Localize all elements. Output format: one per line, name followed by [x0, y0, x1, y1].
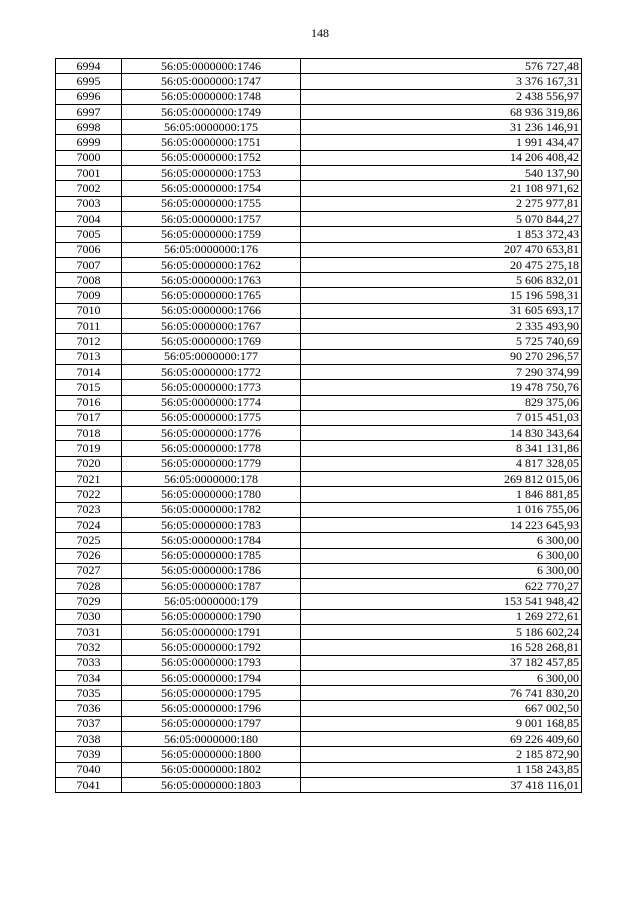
row-number-cell: 7009: [56, 288, 122, 303]
table-row: [56, 548, 582, 563]
value-cell: 69 226 409,60: [301, 732, 582, 747]
value-cell: 269 812 015,06: [301, 472, 582, 487]
table-row: [56, 181, 582, 196]
value-cell: 7 290 374,99: [301, 364, 582, 379]
value-cell: 6 300,00: [301, 548, 582, 563]
row-number-cell: 6995: [56, 74, 122, 89]
table-row: [56, 701, 582, 716]
value-cell: 19 478 750,76: [301, 380, 582, 395]
value-cell: 1 991 434,47: [301, 135, 582, 150]
cadastral-number-cell: 56:05:0000000:1769: [122, 334, 301, 349]
row-number-cell: 7016: [56, 395, 122, 410]
row-number-cell: 7030: [56, 609, 122, 624]
table-row: [56, 747, 582, 762]
table-row: [56, 456, 582, 471]
table-row: [56, 563, 582, 578]
value-cell: 76 741 830,20: [301, 686, 582, 701]
table-row: [56, 273, 582, 288]
cadastral-number-cell: 56:05:0000000:1757: [122, 211, 301, 226]
cadastral-number-cell: 56:05:0000000:1766: [122, 303, 301, 318]
table-row: [56, 135, 582, 150]
table-row: [56, 211, 582, 226]
value-cell: 31 605 693,17: [301, 303, 582, 318]
cadastral-number-cell: 56:05:0000000:1800: [122, 747, 301, 762]
value-cell: 2 185 872,90: [301, 747, 582, 762]
row-number-cell: 7032: [56, 640, 122, 655]
row-number-cell: 7000: [56, 150, 122, 165]
value-cell: 31 236 146,91: [301, 120, 582, 135]
row-number-cell: 7011: [56, 319, 122, 334]
table-row: [56, 319, 582, 334]
cadastral-number-cell: 56:05:0000000:1778: [122, 441, 301, 456]
cadastral-number-cell: 56:05:0000000:1790: [122, 609, 301, 624]
row-number-cell: 7039: [56, 747, 122, 762]
row-number-cell: 7019: [56, 441, 122, 456]
cadastral-number-cell: 56:05:0000000:1796: [122, 701, 301, 716]
table-row: [56, 395, 582, 410]
cadastral-number-cell: 56:05:0000000:1784: [122, 533, 301, 548]
row-number-cell: 7036: [56, 701, 122, 716]
row-number-cell: 6996: [56, 89, 122, 104]
cadastral-number-cell: 56:05:0000000:1780: [122, 487, 301, 502]
cadastral-number-cell: 56:05:0000000:179: [122, 594, 301, 609]
value-cell: 540 137,90: [301, 166, 582, 181]
row-number-cell: 7025: [56, 533, 122, 548]
cadastral-number-cell: 56:05:0000000:1795: [122, 686, 301, 701]
row-number-cell: 7013: [56, 349, 122, 364]
value-cell: 2 275 977,81: [301, 196, 582, 211]
cadastral-number-cell: 56:05:0000000:1763: [122, 273, 301, 288]
cadastral-number-cell: 56:05:0000000:1746: [122, 59, 301, 74]
cadastral-number-cell: 56:05:0000000:1783: [122, 517, 301, 532]
row-number-cell: 7022: [56, 487, 122, 502]
table-row: [56, 640, 582, 655]
cadastral-number-cell: 56:05:0000000:1752: [122, 150, 301, 165]
row-number-cell: 6997: [56, 104, 122, 119]
table-row: [56, 609, 582, 624]
value-cell: 2 438 556,97: [301, 89, 582, 104]
table-row: [56, 349, 582, 364]
row-number-cell: 6998: [56, 120, 122, 135]
cadastral-number-cell: 56:05:0000000:1802: [122, 762, 301, 777]
cadastral-number-cell: 56:05:0000000:177: [122, 349, 301, 364]
table-row: [56, 196, 582, 211]
row-number-cell: 7034: [56, 670, 122, 685]
row-number-cell: 7026: [56, 548, 122, 563]
value-cell: 6 300,00: [301, 563, 582, 578]
cadastral-number-cell: 56:05:0000000:1786: [122, 563, 301, 578]
table-row: [56, 166, 582, 181]
table-row: [56, 426, 582, 441]
row-number-cell: 7018: [56, 426, 122, 441]
value-cell: 576 727,48: [301, 59, 582, 74]
table-row: [56, 120, 582, 135]
value-cell: 14 206 408,42: [301, 150, 582, 165]
cadastral-number-cell: 56:05:0000000:1767: [122, 319, 301, 334]
value-cell: 5 070 844,27: [301, 211, 582, 226]
value-cell: 20 475 275,18: [301, 257, 582, 272]
cadastral-value-table: [55, 58, 582, 793]
row-number-cell: 7008: [56, 273, 122, 288]
row-number-cell: 7014: [56, 364, 122, 379]
cadastral-number-cell: 56:05:0000000:1772: [122, 364, 301, 379]
table-row: [56, 150, 582, 165]
table-row: [56, 303, 582, 318]
cadastral-number-cell: 56:05:0000000:1779: [122, 456, 301, 471]
cadastral-number-cell: 56:05:0000000:1793: [122, 655, 301, 670]
row-number-cell: 7001: [56, 166, 122, 181]
cadastral-number-cell: 56:05:0000000:1747: [122, 74, 301, 89]
table-row: [56, 59, 582, 74]
value-cell: 16 528 268,81: [301, 640, 582, 655]
table-row: [56, 686, 582, 701]
value-cell: 153 541 948,42: [301, 594, 582, 609]
value-cell: 9 001 168,85: [301, 716, 582, 731]
value-cell: 5 725 740,69: [301, 334, 582, 349]
row-number-cell: 7017: [56, 410, 122, 425]
row-number-cell: 7029: [56, 594, 122, 609]
value-cell: 5 186 602,24: [301, 624, 582, 639]
table-row: [56, 517, 582, 532]
value-cell: 622 770,27: [301, 579, 582, 594]
value-cell: 2 335 493,90: [301, 319, 582, 334]
value-cell: 1 016 755,06: [301, 502, 582, 517]
value-cell: 829 375,06: [301, 395, 582, 410]
cadastral-number-cell: 56:05:0000000:1792: [122, 640, 301, 655]
table-row: [56, 89, 582, 104]
cadastral-number-cell: 56:05:0000000:178: [122, 472, 301, 487]
cadastral-number-cell: 56:05:0000000:175: [122, 120, 301, 135]
cadastral-number-cell: 56:05:0000000:1753: [122, 166, 301, 181]
table-row: [56, 380, 582, 395]
cadastral-number-cell: 56:05:0000000:1775: [122, 410, 301, 425]
table-row: [56, 334, 582, 349]
row-number-cell: 7020: [56, 456, 122, 471]
cadastral-number-cell: 56:05:0000000:1759: [122, 227, 301, 242]
row-number-cell: 7012: [56, 334, 122, 349]
cadastral-number-cell: 56:05:0000000:1773: [122, 380, 301, 395]
row-number-cell: 7005: [56, 227, 122, 242]
row-number-cell: 7033: [56, 655, 122, 670]
table-row: [56, 732, 582, 747]
row-number-cell: 7037: [56, 716, 122, 731]
cadastral-number-cell: 56:05:0000000:1787: [122, 579, 301, 594]
value-cell: 7 015 451,03: [301, 410, 582, 425]
table-row: [56, 242, 582, 257]
row-number-cell: 7021: [56, 472, 122, 487]
table-row: [56, 716, 582, 731]
table-row: [56, 364, 582, 379]
value-cell: 4 817 328,05: [301, 456, 582, 471]
value-cell: 207 470 653,81: [301, 242, 582, 257]
cadastral-number-cell: 56:05:0000000:1749: [122, 104, 301, 119]
value-cell: 14 830 343,64: [301, 426, 582, 441]
row-number-cell: 7035: [56, 686, 122, 701]
value-cell: 21 108 971,62: [301, 181, 582, 196]
table-row: [56, 410, 582, 425]
cadastral-number-cell: 56:05:0000000:1774: [122, 395, 301, 410]
value-cell: 90 270 296,57: [301, 349, 582, 364]
value-cell: 15 196 598,31: [301, 288, 582, 303]
cadastral-number-cell: 56:05:0000000:1791: [122, 624, 301, 639]
table-body: [56, 59, 582, 793]
cadastral-number-cell: 56:05:0000000:1797: [122, 716, 301, 731]
table-row: [56, 487, 582, 502]
value-cell: 1 846 881,85: [301, 487, 582, 502]
row-number-cell: 7031: [56, 624, 122, 639]
row-number-cell: 7023: [56, 502, 122, 517]
row-number-cell: 7002: [56, 181, 122, 196]
row-number-cell: 7004: [56, 211, 122, 226]
table-row: [56, 441, 582, 456]
value-cell: 1 269 272,61: [301, 609, 582, 624]
table-row: [56, 472, 582, 487]
cadastral-number-cell: 56:05:0000000:1794: [122, 670, 301, 685]
row-number-cell: 7006: [56, 242, 122, 257]
value-cell: 1 853 372,43: [301, 227, 582, 242]
value-cell: 14 223 645,93: [301, 517, 582, 532]
row-number-cell: 7003: [56, 196, 122, 211]
value-cell: 37 182 457,85: [301, 655, 582, 670]
cadastral-number-cell: 56:05:0000000:1762: [122, 257, 301, 272]
table-row: [56, 624, 582, 639]
cadastral-number-cell: 56:05:0000000:1755: [122, 196, 301, 211]
value-cell: 667 002,50: [301, 701, 582, 716]
value-cell: 37 418 116,01: [301, 777, 582, 792]
table-row: [56, 74, 582, 89]
value-cell: 1 158 243,85: [301, 762, 582, 777]
cadastral-number-cell: 56:05:0000000:1748: [122, 89, 301, 104]
table-row: [56, 655, 582, 670]
table-row: [56, 104, 582, 119]
row-number-cell: 7038: [56, 732, 122, 747]
row-number-cell: 7015: [56, 380, 122, 395]
table-row: [56, 502, 582, 517]
table-row: [56, 670, 582, 685]
cadastral-number-cell: 56:05:0000000:176: [122, 242, 301, 257]
table-row: [56, 533, 582, 548]
row-number-cell: 6999: [56, 135, 122, 150]
value-cell: 6 300,00: [301, 533, 582, 548]
value-cell: 8 341 131,86: [301, 441, 582, 456]
table-row: [56, 777, 582, 792]
row-number-cell: 7040: [56, 762, 122, 777]
row-number-cell: 7028: [56, 579, 122, 594]
table-row: [56, 257, 582, 272]
table-row: [56, 762, 582, 777]
cadastral-number-cell: 56:05:0000000:180: [122, 732, 301, 747]
row-number-cell: 7007: [56, 257, 122, 272]
page-number: 148: [311, 26, 329, 40]
value-cell: 3 376 167,31: [301, 74, 582, 89]
cadastral-number-cell: 56:05:0000000:1785: [122, 548, 301, 563]
row-number-cell: 7027: [56, 563, 122, 578]
table-row: [56, 579, 582, 594]
cadastral-number-cell: 56:05:0000000:1754: [122, 181, 301, 196]
value-cell: 6 300,00: [301, 670, 582, 685]
row-number-cell: 7010: [56, 303, 122, 318]
cadastral-number-cell: 56:05:0000000:1803: [122, 777, 301, 792]
table-row: [56, 227, 582, 242]
value-cell: 5 606 832,01: [301, 273, 582, 288]
cadastral-number-cell: 56:05:0000000:1782: [122, 502, 301, 517]
row-number-cell: 7041: [56, 777, 122, 792]
cadastral-number-cell: 56:05:0000000:1776: [122, 426, 301, 441]
table-row: [56, 288, 582, 303]
cadastral-number-cell: 56:05:0000000:1765: [122, 288, 301, 303]
value-cell: 68 936 319,86: [301, 104, 582, 119]
row-number-cell: 6994: [56, 59, 122, 74]
cadastral-number-cell: 56:05:0000000:1751: [122, 135, 301, 150]
table-row: [56, 594, 582, 609]
row-number-cell: 7024: [56, 517, 122, 532]
